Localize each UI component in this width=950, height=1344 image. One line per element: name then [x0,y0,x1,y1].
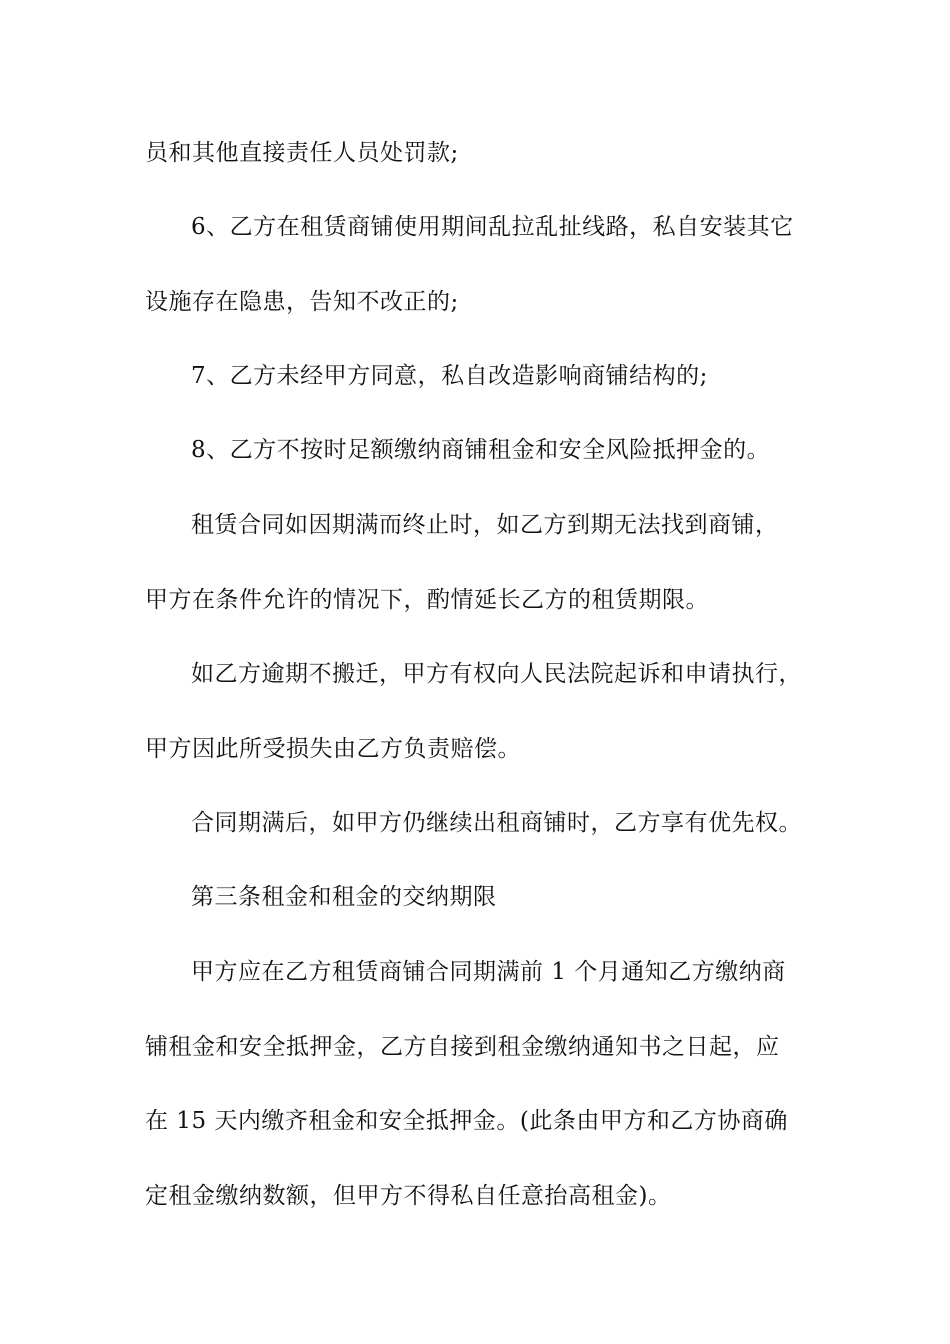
text-line: 7、乙方未经甲方同意，私自改造影响商铺结构的; [191,363,708,389]
text-line: 租赁合同如因期满而终止时，如乙方到期无法找到商铺， [191,512,779,538]
text-line: 定租金缴纳数额，但甲方不得私自任意抬高租金)。 [145,1183,672,1209]
text-line: 甲方应在乙方租赁商铺合同期满前 1 个月通知乙方缴纳商 [191,959,786,985]
text-line: 铺租金和安全抵押金，乙方自接到租金缴纳通知书之日起，应 [145,1034,780,1060]
text-line: 如乙方逾期不搬迁，甲方有权向人民法院起诉和申请执行， [191,661,802,687]
text-line: 合同期满后，如甲方仍继续出租商铺时，乙方享有优先权。 [191,810,802,836]
text-line: 甲方在条件允许的情况下，酌情延长乙方的租赁期限。 [145,587,709,613]
text-line: 8、乙方不按时足额缴纳商铺租金和安全风险抵押金的。 [191,437,771,463]
text-line: 员和其他直接责任人员处罚款; [145,140,459,166]
text-line: 甲方因此所受损失由乙方负责赔偿。 [145,736,521,762]
text-line: 在 15 天内缴齐租金和安全抵押金。(此条由甲方和乙方协商确 [145,1108,788,1134]
text-line: 6、乙方在租赁商铺使用期间乱拉乱扯线路，私自安装其它 [191,214,794,240]
text-line: 设施存在隐患，告知不改正的; [145,289,459,315]
section-heading: 第三条租金和租金的交纳期限 [191,884,497,910]
